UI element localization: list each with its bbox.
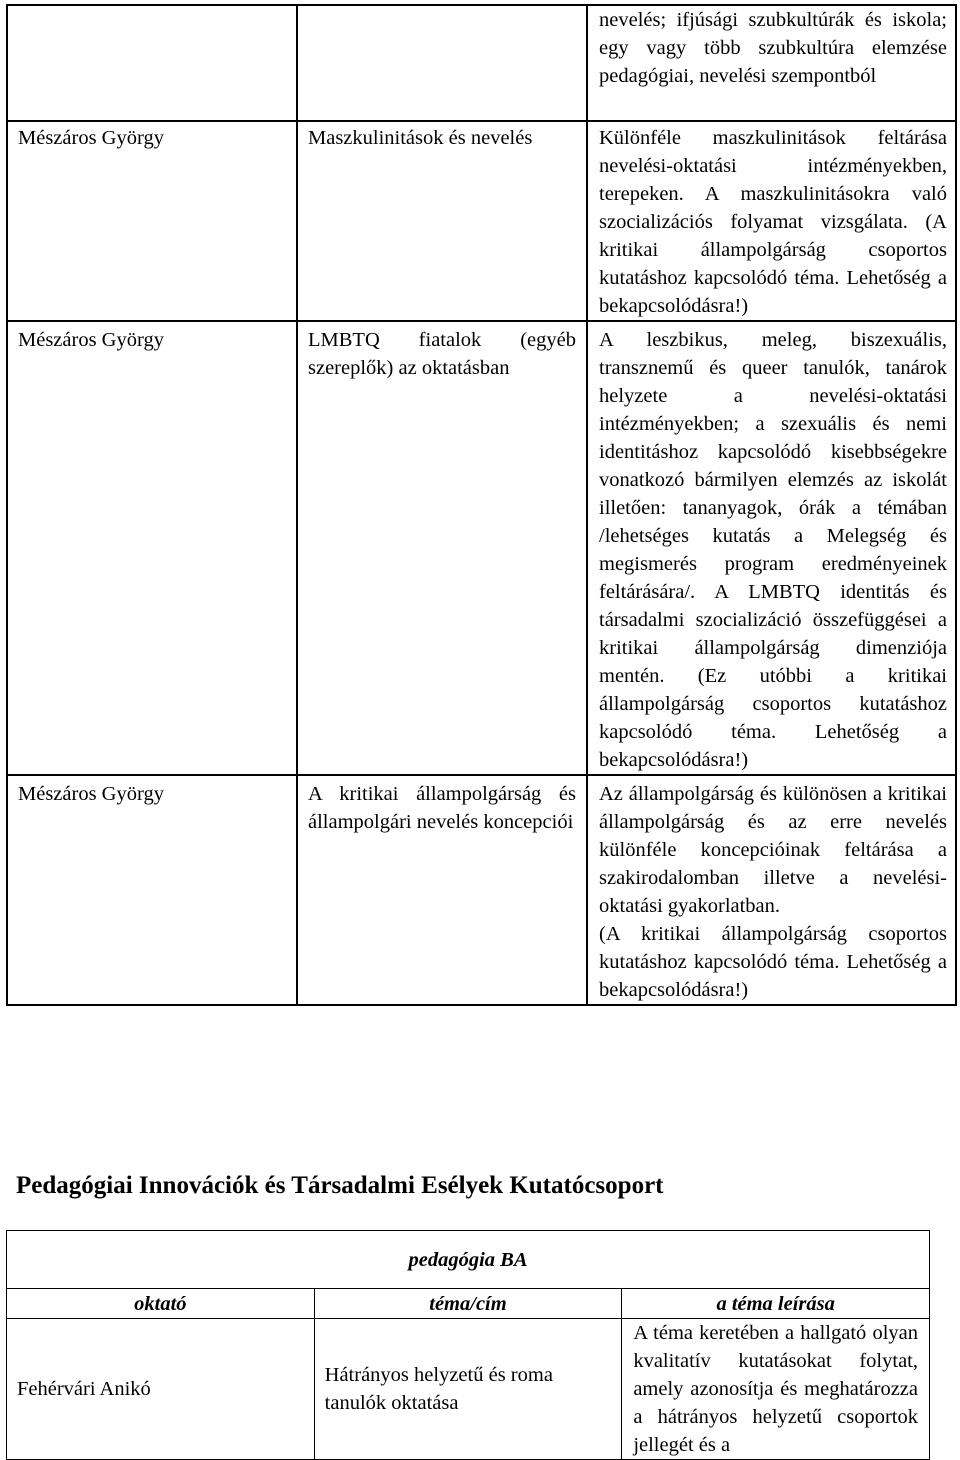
table-row — [7, 321, 956, 775]
research-group-title: Pedagógiai Innovációk és Társadalmi Esélyek Kutatócsoport — [16, 1172, 664, 1199]
table-row — [7, 1319, 930, 1460]
program-title: pedagógia BA — [7, 1231, 930, 1289]
description-cell — [587, 775, 956, 1005]
column-header-description: a téma leírása — [622, 1289, 930, 1319]
table-row — [7, 121, 956, 321]
table-row — [7, 5, 956, 121]
instructor-cell: Mészáros György — [7, 121, 297, 321]
topic-cell: A kritikai állampolgárság és állampolgári nevelés koncepciói — [297, 775, 587, 1005]
column-header-topic: téma/cím — [314, 1289, 622, 1319]
description-cell: A leszbikus, meleg, biszexuális, transznemű és queer tanulók, tanárok helyzete a nevelési-oktatási intézményekben; a szexuális és nemi identitáshoz kapcsolódó kisebbségekre vonatkozó bármilyen elemzés az iskolát illetően: tananyagok, órák a témában /lehetséges kutatás a Melegség és megismerés program eredményeinek feltárására/. A LMBTQ identitás és társadalmi szocializáció összefüggései a kritikai állampolgárság dimenziója mentén. (Ez utóbbi a kritikai állampolgárság csoportos kutatáshoz kapcsolódó téma. Lehetőség a bekapcsolódásra!) — [587, 321, 956, 775]
topic-cell — [297, 5, 587, 121]
column-header-instructor: oktató — [7, 1289, 315, 1319]
instructor-cell: Mészáros György — [7, 321, 297, 775]
topic-cell: Hátrányos helyzetű és roma tanulók oktatása — [314, 1319, 622, 1460]
instructor-cell: Fehérvári Anikó — [7, 1319, 315, 1460]
header-row — [7, 1289, 930, 1319]
table-row — [7, 775, 956, 1005]
topics-table-continued — [6, 4, 957, 1006]
description-text: Az állampolgárság és különösen a kritikai állampolgárság és az erre nevelés különféle koncepcióinak feltárása a szakirodalomban illetve a nevelési-oktatási gyakorlatban. — [599, 783, 947, 917]
topic-cell: Maszkulinitások és nevelés — [297, 121, 587, 321]
instructor-cell — [7, 5, 297, 121]
description-note: (A kritikai állampolgárság csoportos kutatáshoz kapcsolódó téma. Lehetőség a bekapcsolódásra!) — [599, 923, 947, 1001]
program-row — [7, 1231, 930, 1289]
description-cell: Különféle maszkulinitások feltárása nevelési-oktatási intézményekben, terepeken. A maszkulinitásokra való szocializációs folyamat vizsgálata. (A kritikai állampolgárság csoportos kutatáshoz kapcsolódó téma. Lehetőség a bekapcsolódásra!) — [587, 121, 956, 321]
instructor-cell: Mészáros György — [7, 775, 297, 1005]
topics-table-pedagogy — [6, 1230, 930, 1460]
description-cell: nevelés; ifjúsági szubkultúrák és iskola; egy vagy több szubkultúra elemzése pedagógiai, nevelési szempontból — [587, 5, 956, 121]
topic-cell: LMBTQ fiatalok (egyéb szereplők) az oktatásban — [297, 321, 587, 775]
description-cell: A téma keretében a hallgató olyan kvalitatív kutatásokat folytat, amely azonosítja és meghatározza a hátrányos helyzetű csoportok jellegét és a — [622, 1319, 930, 1460]
